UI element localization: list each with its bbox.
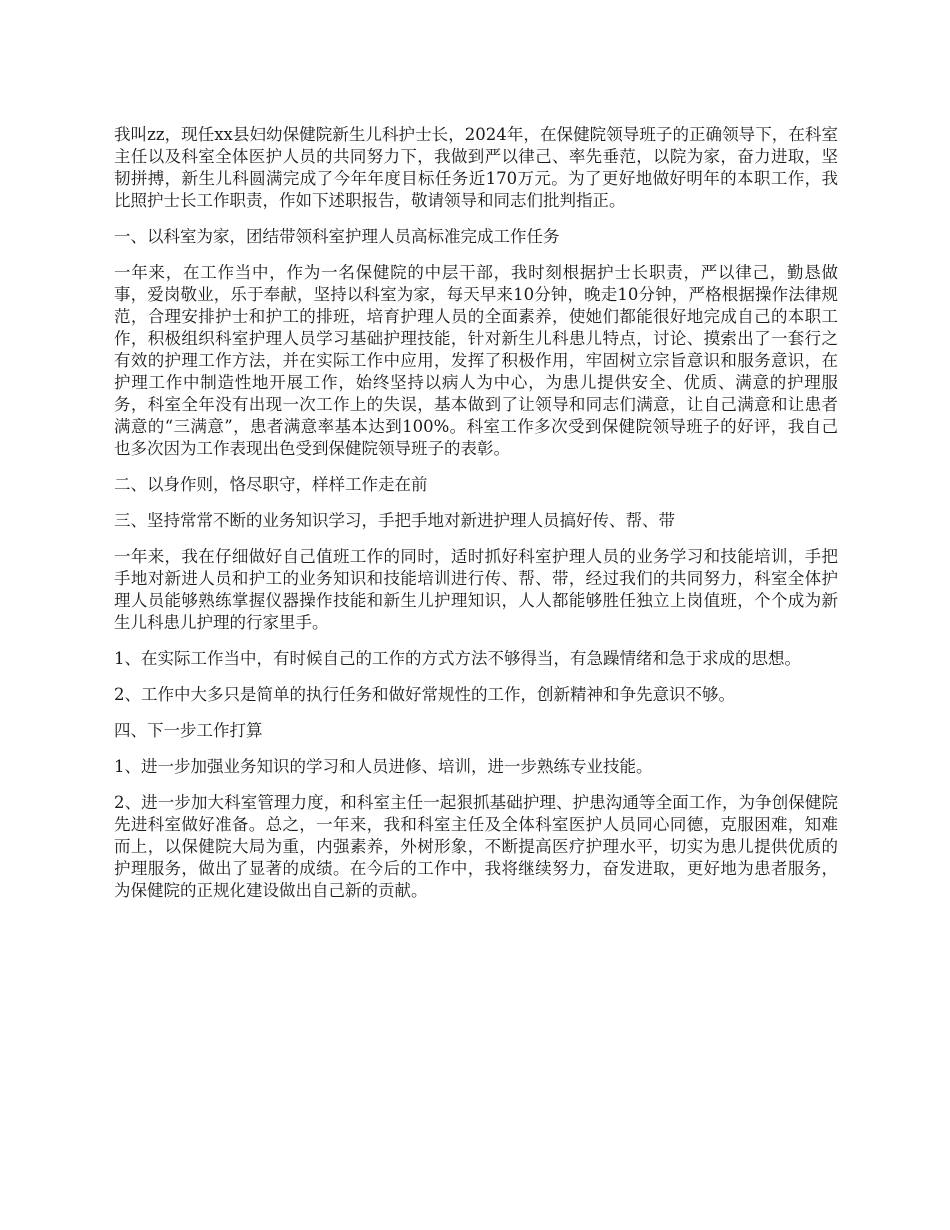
section-heading-2: 二、以身作则，恪尽职守，样样工作走在前 [114,475,428,494]
document-page [114,124,838,916]
section-heading-1: 一、以科室为家，团结带领科室护理人员高标准完成工作任务 [114,227,560,246]
shortcoming-item-1: 1、在实际工作当中，有时候自己的工作的方式方法不够得当，有急躁情绪和急于求成的思想。 [114,649,801,668]
section-heading-3: 三、坚持常常不断的业务知识学习，手把手地对新进护理人员搞好传、帮、带 [114,511,675,530]
section-3-body: 一年来，我在仔细做好自己值班工作的同时，适时抓好科室护理人员的业务学习和技能培训，手把手地对新进人员和护工的业务知识和技能培训进行传、帮、带，经过我们的共同努力，科室全体护理人员能够熟练掌握仪器操作技能和新生儿护理知识，人人都能够胜任独立上岗值班，个个成为新生儿科患儿护理的行家里手。 [114,547,838,632]
section-heading-4: 四、下一步工作打算 [114,721,263,740]
plan-item-1: 1、进一步加强业务知识的学习和人员进修、培训，进一步熟练专业技能。 [114,757,653,776]
plan-item-2: 2、进一步加大科室管理力度，和科室主任一起狠抓基础护理、护患沟通等全面工作，为争创保健院先进科室做好准备。总之，一年来，我和科室主任及全体科室医护人员同心同德，克服困难，知难而上，以保健院大局为重，内强素养，外树形象，不断提高医疗护理水平，切实为患儿提供优质的护理服务，做出了显著的成绩。在今后的工作中，我将继续努力，奋发进取，更好地为患者服务，为保健院的正规化建设做出自己新的贡献。 [114,793,838,900]
intro-paragraph: 我叫zz，现任xx县妇幼保健院新生儿科护士长，2024年，在保健院领导班子的正确领导下，在科室主任以及科室全体医护人员的共同努力下，我做到严以律己、率先垂范，以院为家，奋力进取，坚韧拼搏，新生儿科圆满完成了今年年度目标任务近170万元。为了更好地做好明年的本职工作，我比照护士长工作职责，作如下述职报告，敬请领导和同志们批判指正。 [114,125,838,210]
shortcoming-item-2: 2、工作中大多只是简单的执行任务和做好常规性的工作，创新精神和争先意识不够。 [114,685,735,704]
section-1-body: 一年来，在工作当中，作为一名保健院的中层干部，我时刻根据护士长职责，严以律己，勤恳做事，爱岗敬业，乐于奉献，坚持以科室为家，每天早来10分钟，晚走10分钟，严格根据操作法律规范，合理安排护士和护工的排班，培育护理人员的全面素养，使她们都能很好地完成自己的本职工作，积极组织科室护理人员学习基础护理技能，针对新生儿科患儿特点，讨论、摸索出了一套行之有效的护理工作方法，并在实际工作中应用，发挥了积极作用，牢固树立宗旨意识和服务意识，在护理工作中制造性地开展工作，始终坚持以病人为中心，为患儿提供安全、优质、满意的护理服务，科室全年没有出现一次工作上的失误，基本做到了让领导和同志们满意，让自己满意和让患者满意的“三满意”，患者满意率基本达到100%。科室工作多次受到保健院领导班子的好评，我自己也多次因为工作表现出色受到保健院领导班子的表彰。 [114,263,838,458]
